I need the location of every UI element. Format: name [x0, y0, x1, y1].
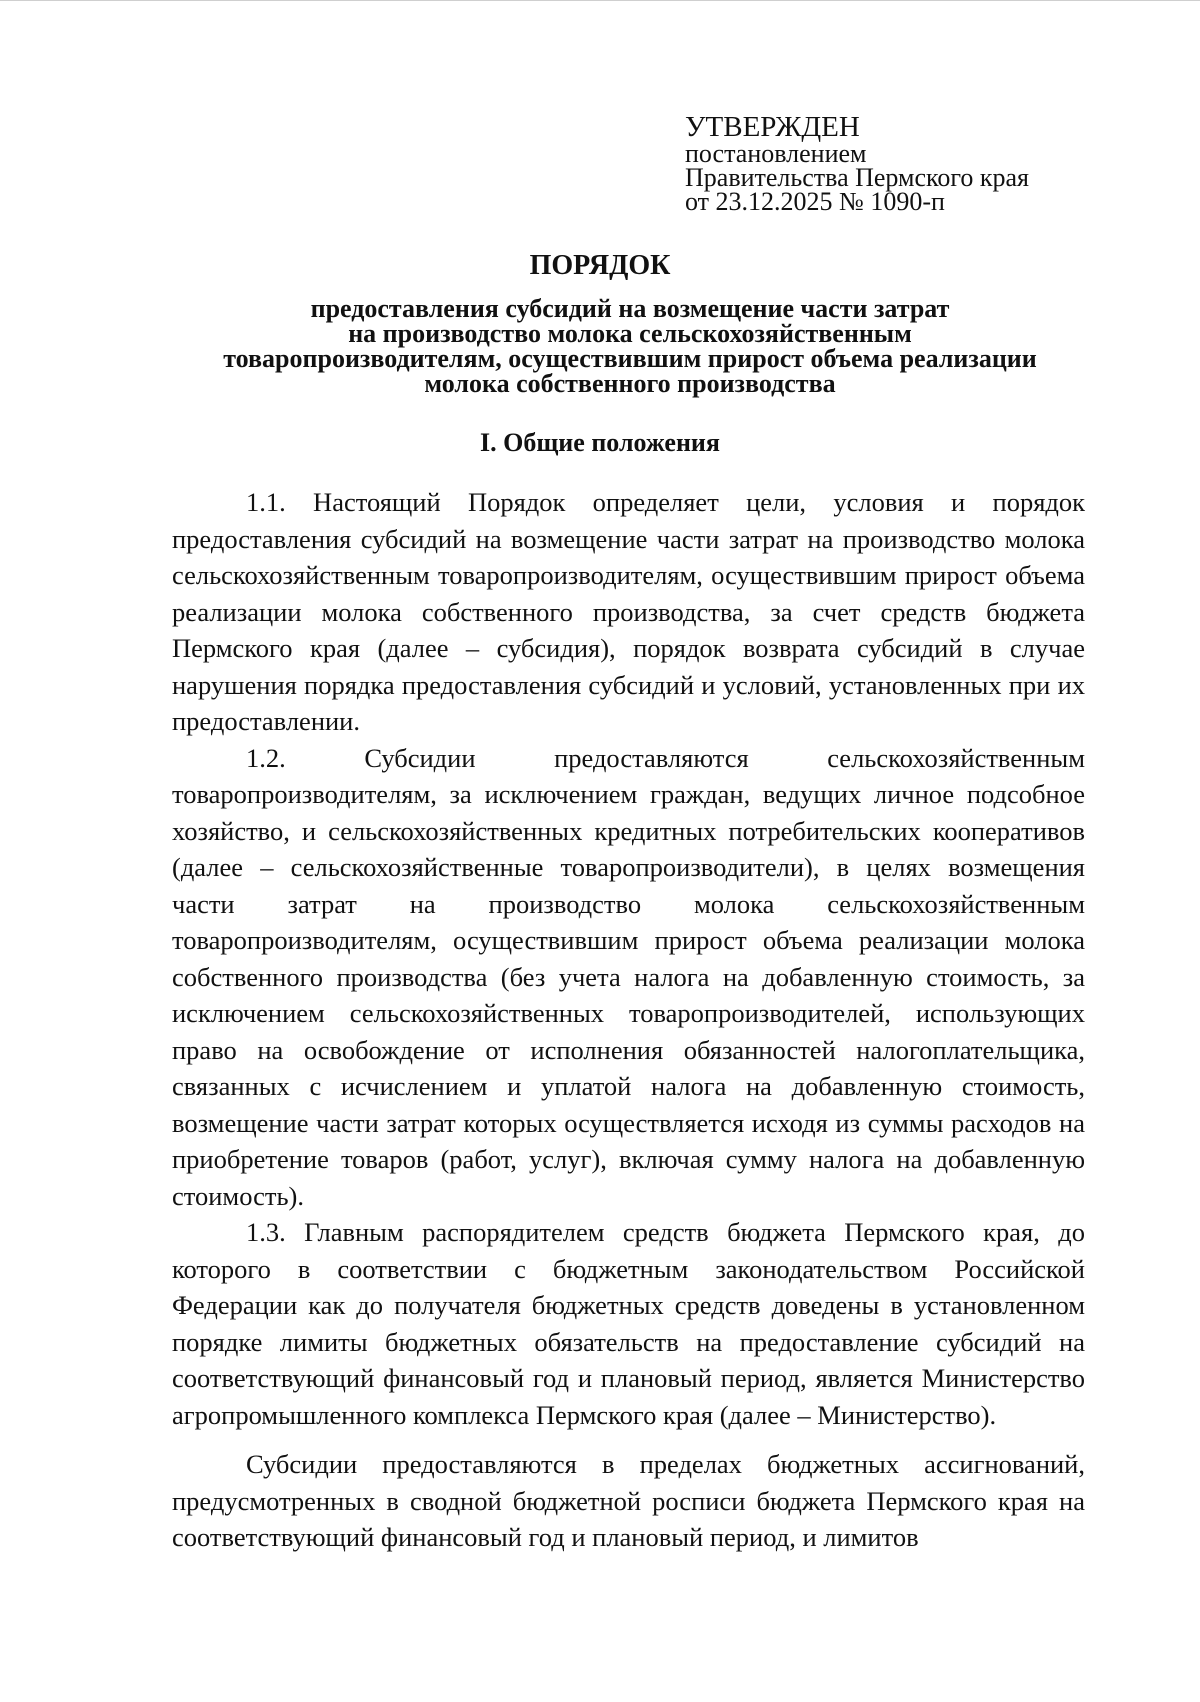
document-title: ПОРЯДОК: [529, 250, 671, 281]
document-subtitle: [140, 296, 1120, 396]
approval-line-1: постановлением: [685, 139, 867, 168]
subtitle-line-3: товаропроизводителям, осуществившим прирост объема реализации: [223, 344, 1037, 373]
approval-line-3: от 23.12.2025 № 1090-п: [685, 187, 945, 216]
paragraph-1-3: 1.3. Главным распорядителем средств бюджета Пермского края, до которого в соответствии с бюджетным законодательством Российской Федерации как до получателя бюджетных средств доведены в установленном порядке лимиты бюджетных обязательств на предоставление субсидий на соответствующий финансовый год и плановый период, является Министерство агропромышленного комплекса Пермского края (далее – Министерство).: [172, 1217, 1085, 1430]
section-heading: I. Общие положения: [480, 428, 720, 457]
approval-heading: УТВЕРЖДЕН: [685, 111, 860, 143]
subtitle-line-4: молока собственного производства: [424, 369, 836, 398]
paragraph-1-2: 1.2. Субсидии предоставляются сельскохозяйственным товаропроизводителям, за исключением граждан, ведущих личное подсобное хозяйство, и сельскохозяйственных кредитных потребительских кооперативов (далее – сельскохозяйственные товаропроизводители), в целях возмещения части затрат на производство молока сельскохозяйственным товаропроизводителям, осуществившим прирост объема реализации молока собственного производства (без учета налога на добавленную стоимость, за исключением сельскохозяйственных товаропроизводителей, использующих право на освобождение от исполнения обязанностей налогоплательщика, связанных с исчислением и уплатой налога на добавленную стоимость, возмещение части затрат которых осуществляется исходя из суммы расходов на приобретение товаров (работ, услуг), включая сумму налога на добавленную стоимость).: [172, 742, 1085, 1211]
approval-stamp-block: [685, 112, 1105, 214]
paragraph-1-1: 1.1. Настоящий Порядок определяет цели, условия и порядок предоставления субсидий на возмещение части затрат на производство молока сельскохозяйственным товаропроизводителям, осуществившим прирост объема реализации молока собственного производства, за счет средств бюджета Пермского края (далее – субсидия), порядок возврата субсидий в случае нарушения порядка предоставления субсидий и условий, установленных при их предоставлении.: [172, 487, 1085, 736]
scan-edge-line: [0, 0, 1200, 1]
subtitle-line-2: на производство молока сельскохозяйственным: [348, 319, 912, 348]
subtitle-line-1: предоставления субсидий на возмещение части затрат: [310, 294, 950, 323]
paragraph-subsidy-limits: Субсидии предоставляются в пределах бюджетных ассигнований, предусмотренных в сводной бюджетной росписи бюджета Пермского края на соответствующий финансовый год и плановый период, и лимитов: [172, 1449, 1085, 1552]
approval-line-2: Правительства Пермского края: [685, 163, 1029, 192]
document-body: [172, 484, 1085, 1556]
